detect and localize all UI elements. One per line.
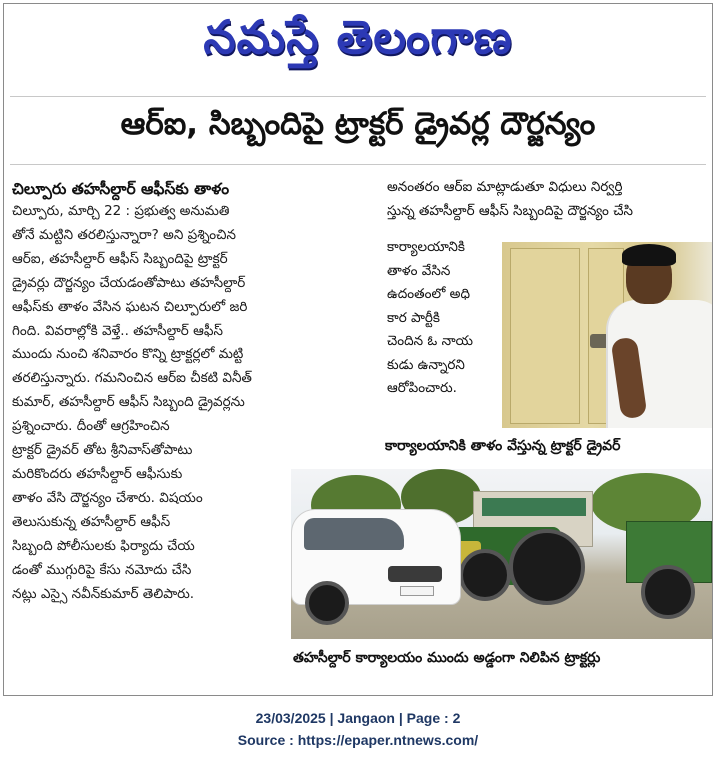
article-headline: ఆర్ఐ, సిబ్బందిపై ట్రాక్టర్ డ్రైవర్ల దౌర్జన్యం — [120, 106, 596, 142]
body-text-line: కుడు ఉన్నారని — [387, 356, 465, 373]
article-right-top-text — [387, 176, 709, 223]
door-left-panel — [510, 248, 580, 424]
body-text-line: తెలుసుకున్న తహసీల్దార్ ఆఫీస్ — [12, 513, 171, 530]
date-edition-page: 23/03/2025 | Jangaon | Page : 2 — [255, 710, 461, 726]
body-text-line: తరలిస్తున్నారు. గమనించిన ఆర్ఐ చీకటి వినీత్ — [12, 370, 252, 387]
body-text-line: కార్యాలయానికి — [387, 239, 465, 255]
photo2-caption: తహసీల్దార్ కార్యాలయం ముందు అడ్డంగా నిలిపిన ట్రాక్టర్లు — [293, 650, 601, 666]
source-url: Source : https://epaper.ntnews.com/ — [237, 732, 479, 748]
body-text-line: ముందు నుంచి శనివారం కొన్ని ట్రాక్టర్లలో మట్టి — [12, 346, 244, 363]
body-text-line: సిబ్బంది పోలీసులకు ఫిర్యాదు చేయ — [12, 537, 195, 554]
body-text-line: తాళం వేసి దౌర్జన్యం చేశారు. విషయం — [12, 489, 203, 506]
body-text-line: చిల్పూరు, మార్చి 22 : ప్రభుత్వ అనుమతి — [12, 203, 230, 219]
body-text-line: నట్లు ఎస్సై నవీన్‌కుమార్ తెలిపారు. — [12, 585, 195, 602]
body-text-line: ఆర్ఐ, తహసీల్దార్ ఆఫీస్ సిబ్బందిపై ట్రాక్టర్ — [12, 250, 228, 267]
body-text-line: ప్రశ్నించారు. దీంతో ఆగ్రహించిన — [12, 418, 170, 435]
article-subhead: చిల్పూరు తహసీల్దార్ ఆఫీస్‌కు తాళం — [12, 180, 230, 198]
left-body-text — [12, 200, 290, 606]
body-text-line: మరికొందరు తహసీల్దార్ ఆఫీసుకు — [12, 465, 183, 482]
newspaper-masthead: నమస్తే తెలంగాణ — [203, 10, 513, 64]
tractors-parked-photo — [291, 469, 712, 639]
body-text-line: గింది. వివరాల్లోకి వెళ్తే.. తహసీల్దార్ ఆఫీస్ — [12, 322, 223, 339]
article-right-narrow-text — [387, 236, 497, 401]
tractor-rear-wheel — [509, 529, 585, 605]
body-text-line: డ్రైవర్లు దౌర్జన్యం చేయడంతోపాటు తహసీల్దార్ — [12, 274, 246, 291]
headline-divider — [10, 164, 706, 165]
body-text-line: కుమార్, తహసీల్దార్ ఆఫీస్ సిబ్బంది డ్రైవర్లను — [12, 394, 245, 411]
photo1-caption: కార్యాలయానికి తాళం వేస్తున్న ట్రాక్టర్ డ్రైవర్ — [385, 438, 621, 454]
body-text-line: తాళం వేసిన — [387, 262, 451, 279]
body-text-line: ఆరోపించారు. — [387, 380, 457, 396]
car-number-plate — [400, 586, 434, 596]
office-signboard — [482, 498, 586, 516]
body-text-line: ఉదంతంలో అధి — [387, 286, 471, 302]
trailer-wheel — [641, 565, 695, 619]
tractor-front-wheel — [459, 549, 511, 601]
car-wheel — [305, 581, 349, 625]
masthead-divider — [10, 96, 706, 97]
article-left-column — [12, 178, 290, 606]
car-grille — [388, 566, 442, 582]
body-text-line: తోనే మట్టిని తరలిస్తున్నారా? అని ప్రశ్నించిన — [12, 226, 236, 243]
car-windshield — [304, 518, 404, 550]
driver-locking-office-photo — [502, 242, 713, 428]
body-text-line: స్తున్న తహసీల్దార్ ఆఫీస్ సిబ్బందిపై దౌర్జన్యం చేసి — [387, 202, 633, 219]
news-clipping — [3, 3, 713, 696]
body-text-line: కార పార్టీకి — [387, 309, 440, 326]
body-text-line: డంతో ముగ్గురిపై కేసు నమోదు చేసి — [12, 561, 192, 578]
body-text-line: చెందిన ఓ నాయ — [387, 333, 473, 349]
body-text-line: ఆఫీస్‌కు తాళం వేసిన ఘటన చిల్పూరులో జరి — [12, 298, 248, 315]
driver-figure-hair — [622, 244, 676, 266]
body-text-line: ట్రాక్టర్ డ్రైవర్ తోట శ్రీనివాస్‌తోపాటు — [12, 442, 193, 459]
body-text-line: అనంతరం ఆర్ఐ మాట్లాడుతూ విధులు నిర్వర్తి — [387, 179, 623, 195]
